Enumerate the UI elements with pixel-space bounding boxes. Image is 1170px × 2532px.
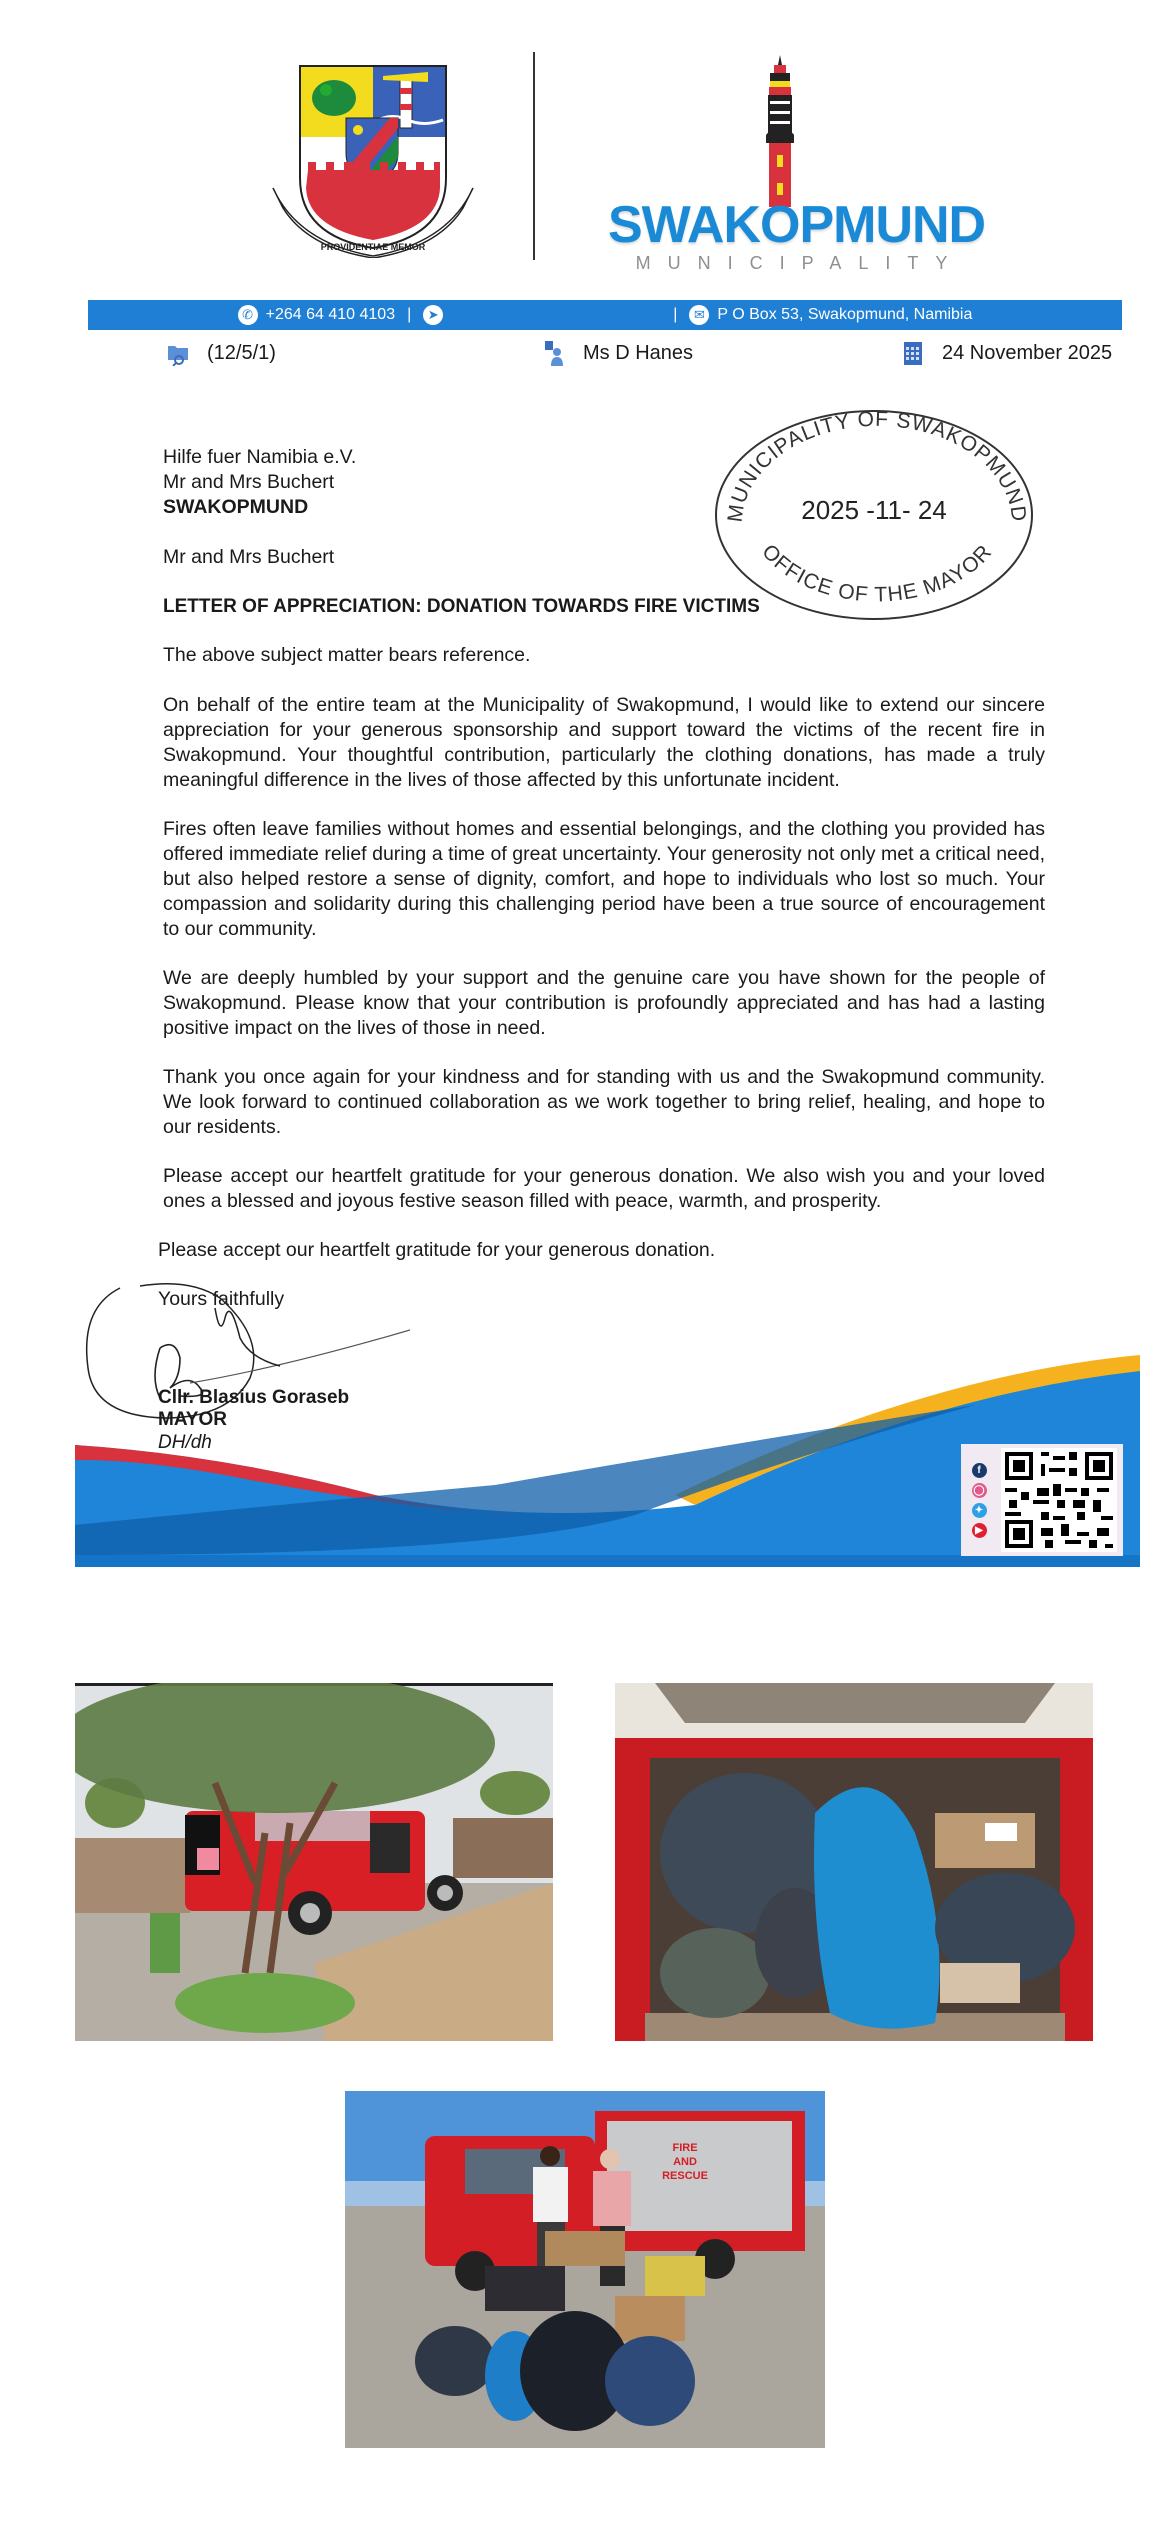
photo-donation-handover bbox=[345, 2091, 825, 2448]
letter-date: 24 November 2025 bbox=[902, 340, 1112, 366]
salutation: Mr and Mrs Buchert bbox=[163, 546, 335, 568]
reference-number: (12/5/1) bbox=[167, 340, 276, 366]
social-qr-panel bbox=[961, 1444, 1123, 1556]
brand-subtitle: MUNICIPALITY bbox=[635, 253, 965, 273]
twitter-icon[interactable]: ✦ bbox=[972, 1503, 987, 1518]
signatory-title: MAYOR bbox=[158, 1409, 227, 1430]
youtube-icon[interactable]: ▶ bbox=[972, 1523, 987, 1538]
paragraph: Fires often leave families without homes and essential belongings, and the clothing you provided has offered immediate relief during a time of great uncertainty. Your generosity not only met a critical need, but also helped restore a sense of dignity, comfort, and hope to individuals who lost so much. Your compassion and solidarity during this challenging period have been a true source of encouragement to our community. bbox=[163, 818, 1045, 940]
photo-truck-bed-donations bbox=[615, 1683, 1093, 2041]
fire-truck-label-1: FIRE bbox=[672, 2142, 698, 2154]
recipient-name: Mr and Mrs Buchert bbox=[163, 471, 335, 493]
lighthouse-tower-logo bbox=[760, 55, 800, 210]
paragraph: Please accept our heartfelt gratitude for your generous donation. bbox=[158, 1239, 716, 1261]
contact-bar: ✆ +264 64 410 4103 | ➤ | ✉ P O Box 53, Swakopmund, Namibia bbox=[88, 300, 1122, 330]
fire-truck-label-3: RESCUE bbox=[662, 2170, 708, 2182]
folder-search-icon bbox=[167, 340, 189, 366]
photo-truck-under-tree bbox=[75, 1683, 553, 2041]
closing: Yours faithfully bbox=[158, 1288, 285, 1310]
stamp-top-text: MUNICIPALITY OF SWAKOPMUND bbox=[723, 407, 1031, 524]
contact-phone[interactable]: +264 64 410 4103 bbox=[265, 306, 396, 323]
contact-address: P O Box 53, Swakopmund, Namibia bbox=[717, 306, 973, 323]
people-icon bbox=[543, 340, 565, 366]
recipient-org: Hilfe fuer Namibia e.V. bbox=[163, 446, 357, 468]
subject-line: LETTER OF APPRECIATION: DONATION TOWARDS FIRE VICTIMS bbox=[163, 596, 760, 617]
coat-of-arms-logo bbox=[268, 58, 478, 258]
instagram-icon[interactable]: ◯ bbox=[973, 1484, 985, 1496]
recipient-city: SWAKOPMUND bbox=[163, 496, 309, 518]
mailbox-icon: ✉ bbox=[689, 305, 709, 325]
paragraph: Please accept our heartfelt gratitude for your generous donation. We also wish you and your loved ones a blessed and joyous festive season filled with peace, warmth, and prosperity. bbox=[163, 1165, 1045, 1212]
fire-truck-label-2: AND bbox=[673, 2156, 697, 2168]
contact-person: Ms D Hanes bbox=[543, 340, 693, 366]
paragraph: On behalf of the entire team at the Municipality of Swakopmund, I would like to extend our sincere appreciation for your generous sponsorship and support toward the victims of the recent fire in Swakopmund. Your thoughtful contribution, particularly the clothing donations, has made a truly meaningful difference in the lives of those affected by this unfortunate incident. bbox=[163, 694, 1045, 791]
recipient-address bbox=[163, 445, 1045, 520]
phone-icon: ✆ bbox=[238, 305, 258, 325]
facebook-icon[interactable]: f bbox=[972, 1463, 987, 1478]
paragraph: Thank you once again for your kindness and for standing with us and the Swakopmund community. We look forward to continued collaboration as we work together to bring relief, healing, and hope to our residents. bbox=[163, 1066, 1045, 1138]
reference-initials: DH/dh bbox=[158, 1432, 212, 1453]
signatory-name: Cllr. Blasius Goraseb bbox=[158, 1387, 350, 1408]
header-divider bbox=[533, 52, 535, 260]
calendar-icon bbox=[902, 340, 924, 366]
qr-code[interactable] bbox=[1001, 1448, 1117, 1552]
email-icon: ➤ bbox=[423, 305, 443, 325]
crest-motto: PROVIDENTIAE MEMOR bbox=[320, 242, 426, 252]
paragraph: We are deeply humbled by your support and the genuine care you have shown for the people of Swakopmund. Please know that your contribution is profoundly appreciated and has had a lasting positive impact on the lives of those in need. bbox=[163, 967, 1045, 1039]
paragraph: The above subject matter bears reference. bbox=[163, 644, 531, 666]
brand-name: SWAKOPMUND bbox=[608, 196, 986, 254]
stamp-bottom-text: OFFICE OF THE MAYOR bbox=[757, 540, 997, 607]
stamp-date: 2025 -11- 24 bbox=[801, 495, 947, 525]
